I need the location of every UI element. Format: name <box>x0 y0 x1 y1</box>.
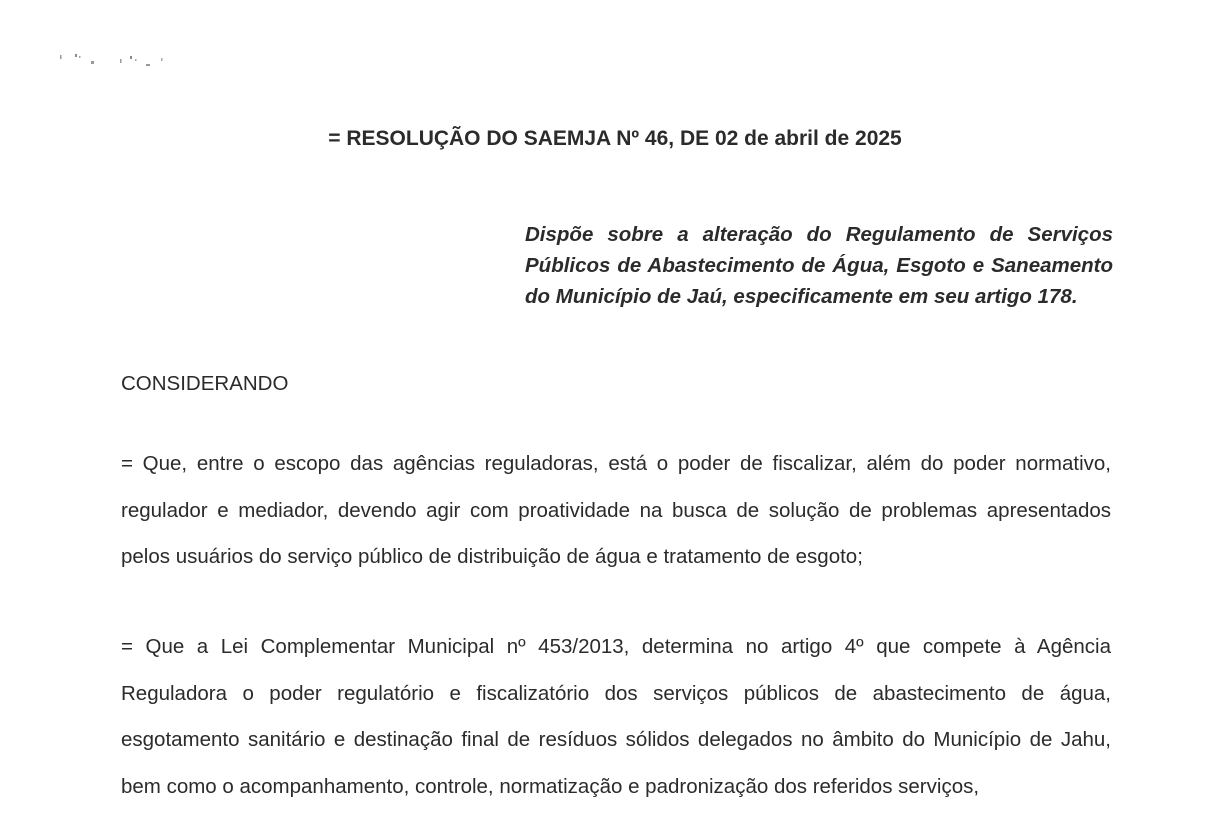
resolution-summary: Dispõe sobre a alteração do Regulamento de Serviços Públicos de Abastecimento de Água, Esgoto e Saneamento do Município de Jaú, especificamente em seu artigo 178. <box>525 223 1113 308</box>
considerando-heading: CONSIDERANDO <box>121 372 289 395</box>
considerando-paragraph-1: = Que, entre o escopo das agências reguladoras, está o poder de fiscalizar, além do poder normativo, regulador e mediador, devendo agir com proatividade na busca de solução de problemas apresentados pelos usuários do serviço público de distribuição de água e tratamento de esgoto; <box>121 452 1111 568</box>
scan-artifact-marks <box>58 50 168 70</box>
resolution-title <box>0 127 1232 151</box>
resolution-title-text: = RESOLUÇÃO DO SAEMJA Nº 46, DE 02 de abril de 2025 <box>328 127 902 150</box>
considerando-paragraph-2: = Que a Lei Complementar Municipal nº 453/2013, determina no artigo 4º que compete à Agência Reguladora o poder regulatório e fiscalizatório dos serviços públicos de abastecimento de água, esgotamento sanitário e destinação final de resíduos sólidos delegados no âmbito do Município de Jahu, bem como o acompanhamento, controle, normatização e padronização dos referidos serviços, <box>121 635 1111 798</box>
